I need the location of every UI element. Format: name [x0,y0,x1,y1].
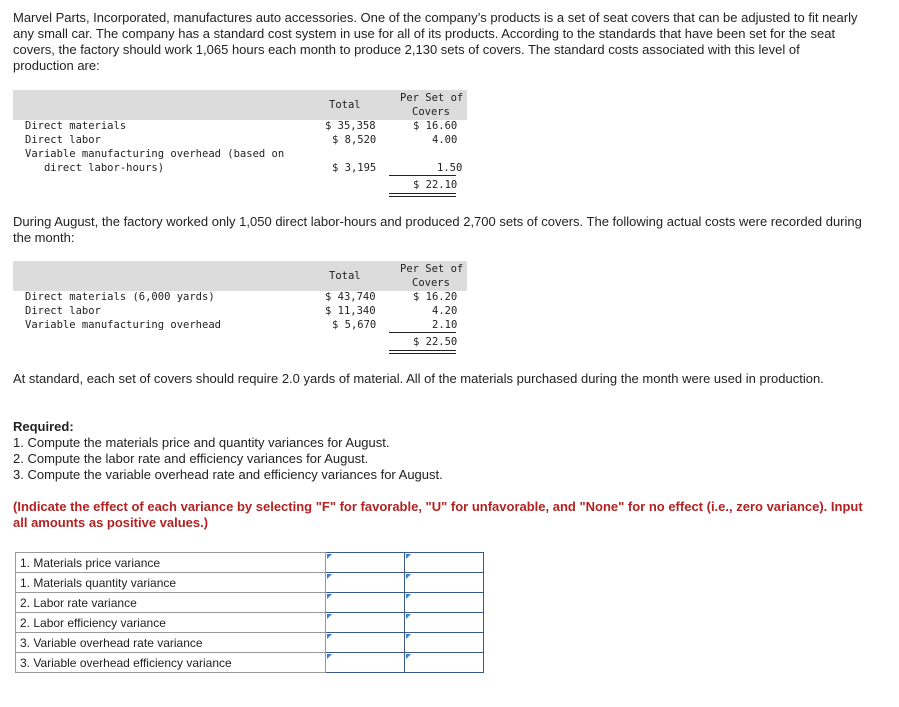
double-rule [389,193,456,197]
amount-input[interactable] [326,613,404,632]
variance-label: 2. Labor efficiency variance [16,613,326,633]
august-paragraph: During August, the factory worked only 1,050 direct labor-hours and produced 2,700 sets of covers. The following actual costs were recorded during the month: [13,214,862,245]
amount-input[interactable] [326,553,404,572]
instruction-text: (Indicate the effect of each variance by selecting "F" for favorable, "U" for unfavorable, and "None" for no effect (i.e., zero variance). Input all amounts as positive values.) [13,499,863,530]
dropdown-marker-icon [327,594,332,599]
variance-label: 3. Variable overhead efficiency variance [16,653,326,673]
variance-label: 1. Materials quantity variance [16,573,326,593]
subtotal-rule [389,175,456,176]
dropdown-marker-icon [406,594,411,599]
required-item: 1. Compute the materials price and quantity variances for August. [13,435,390,450]
effect-select[interactable] [405,573,483,592]
effect-cell [405,593,484,613]
table-header-band [13,261,467,291]
variance-label: 1. Materials price variance [16,553,326,573]
header-per-set: Per Set of [400,263,464,275]
header-total: Total [329,99,361,111]
dropdown-marker-icon [406,614,411,619]
row-per-set: 4.00 [432,134,458,146]
answer-table [15,552,484,673]
header-per-set: Per Set of [400,92,464,104]
amount-cell [326,613,405,633]
header-covers: Covers [412,106,450,118]
dropdown-marker-icon [327,614,332,619]
answer-row [16,553,484,573]
effect-select[interactable] [405,593,483,612]
variance-label: 2. Labor rate variance [16,593,326,613]
effect-cell [405,573,484,593]
row-label: direct labor-hours) [25,162,165,174]
amount-cell [326,573,405,593]
amount-cell [326,653,405,673]
double-rule [389,350,456,354]
actual-cost-table [13,261,467,356]
effect-select[interactable] [405,553,483,572]
table-header-band [13,90,467,120]
amount-cell [326,633,405,653]
row-label: Direct materials (6,000 yards) [25,291,215,303]
amount-cell [326,553,405,573]
required-item: 3. Compute the variable overhead rate and efficiency variances for August. [13,467,443,482]
dropdown-marker-icon [406,554,411,559]
row-label: Direct labor [25,305,101,317]
dropdown-marker-icon [327,554,332,559]
amount-input[interactable] [326,653,404,672]
grand-total: $ 22.50 [413,336,458,348]
row-total: $ 8,520 [332,134,377,146]
amount-cell [326,593,405,613]
header-covers: Covers [412,277,450,289]
answer-row [16,633,484,653]
row-per-set: $ 16.20 [413,291,458,303]
row-per-set: $ 16.60 [413,120,458,132]
header-total: Total [329,270,361,282]
answer-row [16,593,484,613]
answer-row [16,613,484,633]
row-per-set: 4.20 [432,305,458,317]
effect-cell [405,653,484,673]
grand-total: $ 22.10 [413,179,458,191]
answer-row [16,653,484,673]
row-label: Direct labor [25,134,101,146]
row-total: $ 35,358 [325,120,376,132]
row-label: Variable manufacturing overhead [25,319,221,331]
amount-input[interactable] [326,633,404,652]
row-label: Direct materials [25,120,127,132]
dropdown-marker-icon [406,654,411,659]
row-per-set: 1.50 [437,162,463,174]
row-label: Variable manufacturing overhead (based on [25,148,285,160]
standard-paragraph: At standard, each set of covers should require 2.0 yards of material. All of the materials purchased during the month were used in production. [13,371,824,386]
answer-row [16,573,484,593]
variance-label: 3. Variable overhead rate variance [16,633,326,653]
dropdown-marker-icon [327,654,332,659]
required-item: 2. Compute the labor rate and efficiency variances for August. [13,451,369,466]
effect-cell [405,553,484,573]
row-total: $ 5,670 [332,319,377,331]
effect-cell [405,613,484,633]
intro-paragraph: Marvel Parts, Incorporated, manufactures auto accessories. One of the company’s products is a set of seat covers that can be adjusted to fit nearly any small car. The company has a standard cost system in use for all of its products. According to the standards that have been set for the seat covers, the factory should work 1,065 hours each month to produce 2,130 sets of covers. The standard costs associated with this level of production are: [13,10,858,73]
effect-select[interactable] [405,613,483,632]
required-heading: Required: [13,419,74,434]
effect-select[interactable] [405,653,483,672]
dropdown-marker-icon [406,634,411,639]
effect-cell [405,633,484,653]
row-total: $ 43,740 [325,291,376,303]
required-section [13,419,873,483]
dropdown-marker-icon [406,574,411,579]
dropdown-marker-icon [327,574,332,579]
effect-select[interactable] [405,633,483,652]
standard-cost-table [13,90,467,200]
dropdown-marker-icon [327,634,332,639]
amount-input[interactable] [326,573,404,592]
row-total: $ 3,195 [332,162,377,174]
amount-input[interactable] [326,593,404,612]
row-per-set: 2.10 [432,319,458,331]
subtotal-rule [389,332,456,333]
row-total: $ 11,340 [325,305,376,317]
